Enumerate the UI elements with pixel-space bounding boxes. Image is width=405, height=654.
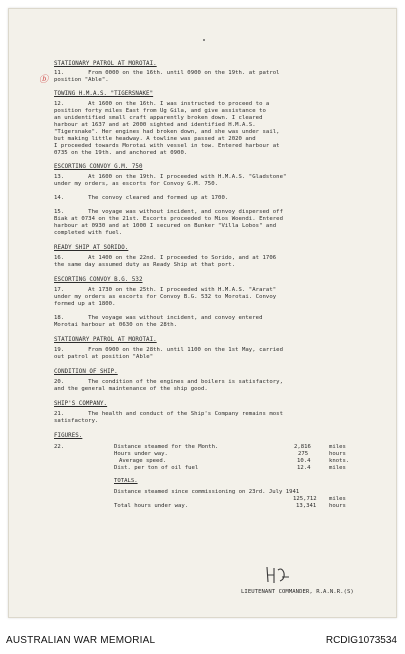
paragraph-17-line-3: formed up at 1800.	[54, 301, 116, 307]
paragraph-18-line-2: Morotai harbour at 0630 on the 28th.	[54, 322, 178, 328]
paragraph-16-line-1: 16. At 1400 on the 22nd. I proceeded to Sorido, and at 1706	[54, 255, 277, 261]
figures-row-unit: miles	[329, 465, 346, 471]
heading-escorting-convoy-gm750: ESCORTING CONVOY G.M. 750	[54, 164, 143, 170]
paragraph-12-line-8: 0735 on the 19th. and anchored at 0900.	[54, 150, 188, 156]
paragraph-12-line-6: but making little headway. A towline was passed at 2020 and	[54, 136, 256, 142]
totals-row-label: Distance steamed since commissioning on 23rd. July 1941	[114, 489, 300, 495]
paragraph-12-line-7: I proceeded towards Morotai with vessel in tow. Entered harbour at	[54, 143, 280, 149]
figures-row-value: 10.4	[297, 458, 311, 464]
paragraph-12-line-5: "Tigersnake". Her engines had broken down, and she was under sail,	[54, 129, 280, 135]
totals-row-unit: miles	[329, 496, 346, 502]
figures-number: 22.	[54, 444, 65, 450]
paragraph-21-line-1: 21. The health and conduct of the Ship's Company remains most	[54, 411, 283, 417]
paragraph-15-line-2: Biak at 0734 on the 21st. Escorts proceeded to Mios Woendi. Entered	[54, 216, 283, 222]
heading-escorting-convoy-bg532: ESCORTING CONVOY B.G. 532	[54, 277, 143, 283]
paragraph-12-line-4: harbour at 1637 and at 2000 sighted and identified H.M.A.S.	[54, 122, 256, 128]
paragraph-17-line-1: 17. At 1730 on the 25th. I proceeded with H.M.A.S. "Ararat"	[54, 287, 277, 293]
footer-record-id: RCDIG1073534	[325, 635, 397, 646]
signature-rank-line: LIEUTENANT COMMANDER, R.A.N.R.(S)	[241, 589, 354, 595]
page-mark	[203, 39, 205, 41]
figures-row-label: Hours under way.	[114, 451, 168, 457]
heading-stationary-patrol-1: STATIONARY PATROL AT MOROTAI.	[54, 61, 157, 67]
paragraph-18-line-1: 18. The voyage was without incident, and convoy entered	[54, 315, 263, 321]
figures-row-label: Dist. per ton of oil fuel	[114, 465, 199, 471]
paragraph-15-line-1: 15. The voyage was without incident, and convoy dispersed off	[54, 209, 283, 215]
paragraph-21-line-2: satisfactory.	[54, 418, 99, 424]
figures-row-value: 2,816	[294, 444, 311, 450]
figures-row-value: 275	[298, 451, 309, 457]
heading-condition-of-ship: CONDITION OF SHIP.	[54, 369, 118, 375]
paragraph-11-line-1: 11. From 0000 on the 16th. until 0900 on the 19th. at patrol	[54, 70, 280, 76]
paragraph-14-line-1: 14. The convoy cleared and formed up at 1700.	[54, 195, 229, 201]
footer-institution: AUSTRALIAN WAR MEMORIAL	[6, 635, 156, 646]
totals-row-unit: hours	[329, 503, 346, 509]
figures-row-label: Average speed.	[119, 458, 167, 464]
totals-heading: TOTALS.	[114, 478, 138, 484]
totals-row-value: 125,712	[293, 496, 317, 502]
paragraph-20-line-1: 20. The condition of the engines and boilers is satisfactory,	[54, 379, 283, 385]
paragraph-19-line-1: 19. From 0900 on the 28th. until 1100 on the 1st May, carried	[54, 347, 283, 353]
paragraph-13-line-1: 13. At 1600 on the 19th. I proceeded with H.M.A.S. "Gladstone"	[54, 174, 287, 180]
heading-stationary-patrol-2: STATIONARY PATROL AT MOROTAI.	[54, 337, 157, 343]
handwritten-signature	[264, 565, 292, 585]
heading-towing-tigersnake: TOWING H.M.A.S. "TIGERSNAKE"	[54, 91, 154, 97]
figures-row-label: Distance steamed for the Month.	[114, 444, 219, 450]
paragraph-12-line-2: position forty miles East from Ug Gila, and give assistance to	[54, 108, 266, 114]
figures-row-value: 12.4	[297, 465, 311, 471]
paragraph-12-line-1: 12. At 1600 on the 16th. I was instructed to proceed to a	[54, 101, 270, 107]
paragraph-12-line-3: an unidentified small craft apparently broken down. I cleared	[54, 115, 263, 121]
document-page	[8, 8, 397, 618]
paragraph-15-line-3: harbour at 0930 and at 1000 I secured on Bunker "Villa Lobos" and	[54, 223, 277, 229]
paragraph-13-line-2: under my orders, as escorts for Convoy G.M. 750.	[54, 181, 219, 187]
margin-annotation-mark: ⓑ	[39, 75, 49, 85]
totals-row-value: 13,341	[296, 503, 317, 509]
heading-ready-ship-sorido: READY SHIP AT SORIDO.	[54, 245, 129, 251]
heading-figures: FIGURES.	[54, 433, 83, 439]
figures-row-unit: hours	[329, 451, 346, 457]
figures-row-unit: knots.	[329, 458, 350, 464]
paragraph-17-line-2: under my orders as escorts for Convoy B.G. 532 to Morotai. Convoy	[54, 294, 277, 300]
totals-row-label: Total hours under way.	[114, 503, 189, 509]
paragraph-20-line-2: and the general maintenance of the ship good.	[54, 386, 208, 392]
paragraph-16-line-2: the same day assumed duty as Ready Ship at that port.	[54, 262, 236, 268]
heading-ships-company: SHIP'S COMPANY.	[54, 401, 108, 407]
figures-row-unit: miles	[329, 444, 346, 450]
paragraph-11-line-2: position "Able".	[54, 77, 109, 83]
paragraph-19-line-2: out patrol at position "Able"	[54, 354, 154, 360]
paragraph-15-line-4: completed with fuel.	[54, 230, 123, 236]
